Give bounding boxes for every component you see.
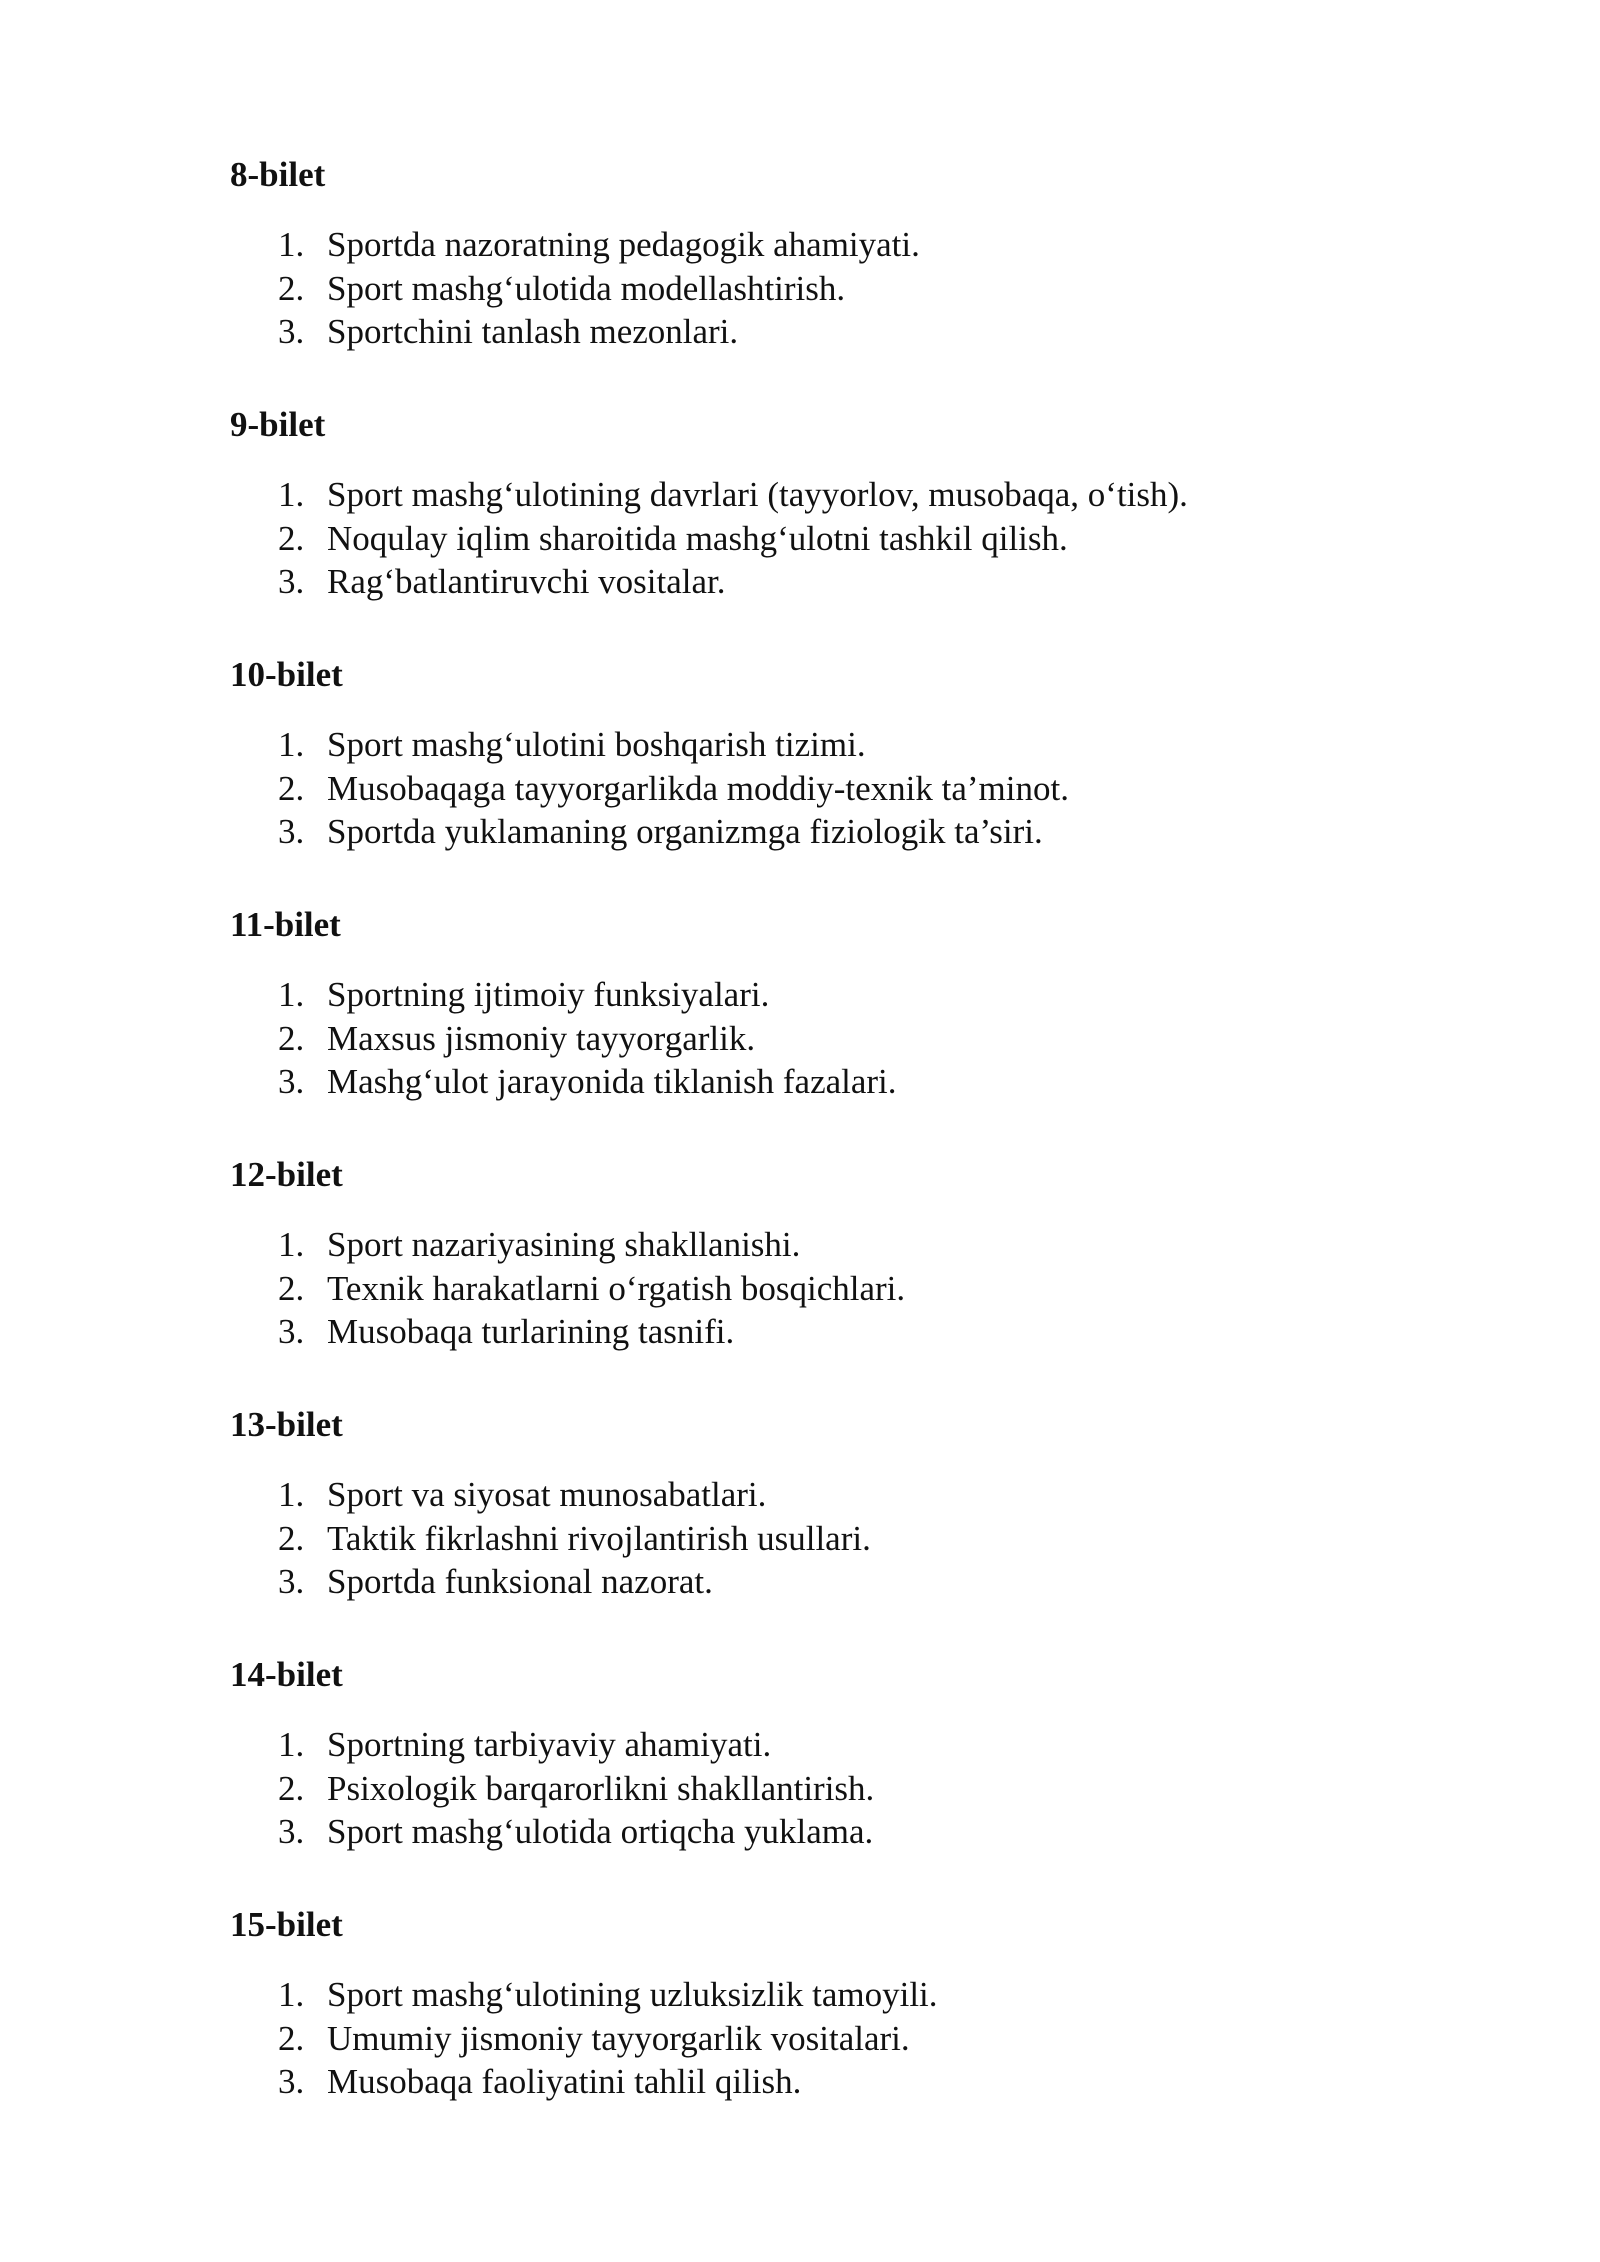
question-text: Umumiy jismoniy tayyorgarlik vositalari.	[327, 2018, 910, 2058]
question-text: Sport mashg‘ulotida ortiqcha yuklama.	[327, 1812, 874, 1851]
question-number: 3.	[278, 312, 305, 351]
question-number: 3.	[278, 1562, 305, 1601]
question-number: 1.	[278, 975, 305, 1014]
question-number: 3.	[278, 1312, 305, 1351]
question-number: 3.	[278, 2062, 305, 2101]
question-text: Sportda nazoratning pedagogik ahamiyati.	[327, 225, 920, 264]
ticket-title: 12-bilet	[230, 1155, 343, 1194]
question-text: Sport va siyosat munosabatlari.	[327, 1475, 767, 1514]
question-number: 3.	[278, 1062, 305, 1101]
question-number: 1.	[278, 1975, 305, 2014]
question-text: Sportning tarbiyaviy ahamiyati.	[327, 1725, 772, 1764]
question-number: 1.	[278, 475, 305, 514]
question-text: Sportda funksional nazorat.	[327, 1562, 713, 1601]
question-text: Mashg‘ulot jarayonida tiklanish fazalari.	[327, 1062, 897, 1101]
question-text: Sport nazariyasining shakllanishi.	[327, 1225, 801, 1264]
question-text: Musobaqa turlarining tasnifi.	[327, 1312, 735, 1351]
question-text: Sportda yuklamaning organizmga fiziologik ta’siri.	[327, 812, 1043, 851]
question-text: Noqulay iqlim sharoitida mashg‘ulotni tashkil qilish.	[327, 518, 1068, 558]
question-number: 3.	[278, 812, 305, 851]
ticket-title: 15-bilet	[230, 1905, 343, 1944]
question-number: 2.	[278, 518, 305, 558]
question-number: 1.	[278, 1725, 305, 1764]
question-text: Texnik harakatlarni o‘rgatish bosqichlari.	[327, 1268, 906, 1308]
question-number: 3.	[278, 1812, 305, 1851]
question-number: 2.	[278, 1768, 305, 1808]
question-text: Psixologik barqarorlikni shakllantirish.	[327, 1768, 875, 1808]
question-number: 3.	[278, 562, 305, 601]
question-text: Musobaqa faoliyatini tahlil qilish.	[327, 2062, 802, 2101]
ticket-title: 10-bilet	[230, 655, 343, 694]
ticket-title: 8-bilet	[230, 155, 326, 194]
question-text: Sport mashg‘ulotini boshqarish tizimi.	[327, 725, 866, 764]
question-number: 2.	[278, 2018, 305, 2058]
question-text: Taktik fikrlashni rivojlantirish usullari.	[327, 1518, 871, 1558]
question-text: Sport mashg‘ulotining davrlari (tayyorlov, musobaqa, o‘tish).	[327, 475, 1188, 514]
question-number: 2.	[278, 1018, 305, 1058]
question-number: 1.	[278, 1225, 305, 1264]
question-number: 1.	[278, 225, 305, 264]
ticket-title: 11-bilet	[230, 905, 341, 944]
question-number: 1.	[278, 1475, 305, 1514]
question-text: Sport mashg‘ulotida modellashtirish.	[327, 268, 846, 308]
question-text: Musobaqaga tayyorgarlikda moddiy-texnik ta’minot.	[327, 768, 1069, 808]
question-number: 2.	[278, 1518, 305, 1558]
question-number: 2.	[278, 1268, 305, 1308]
question-text: Rag‘batlantiruvchi vositalar.	[327, 562, 726, 601]
question-text: Sport mashg‘ulotining uzluksizlik tamoyili.	[327, 1975, 938, 2014]
ticket-title: 13-bilet	[230, 1405, 343, 1444]
ticket-title: 9-bilet	[230, 405, 326, 444]
question-text: Sportning ijtimoiy funksiyalari.	[327, 975, 770, 1014]
question-text: Sportchini tanlash mezonlari.	[327, 312, 739, 351]
question-number: 2.	[278, 768, 305, 808]
ticket-title: 14-bilet	[230, 1655, 343, 1694]
question-number: 1.	[278, 725, 305, 764]
question-number: 2.	[278, 268, 305, 308]
question-text: Maxsus jismoniy tayyorgarlik.	[327, 1018, 756, 1058]
